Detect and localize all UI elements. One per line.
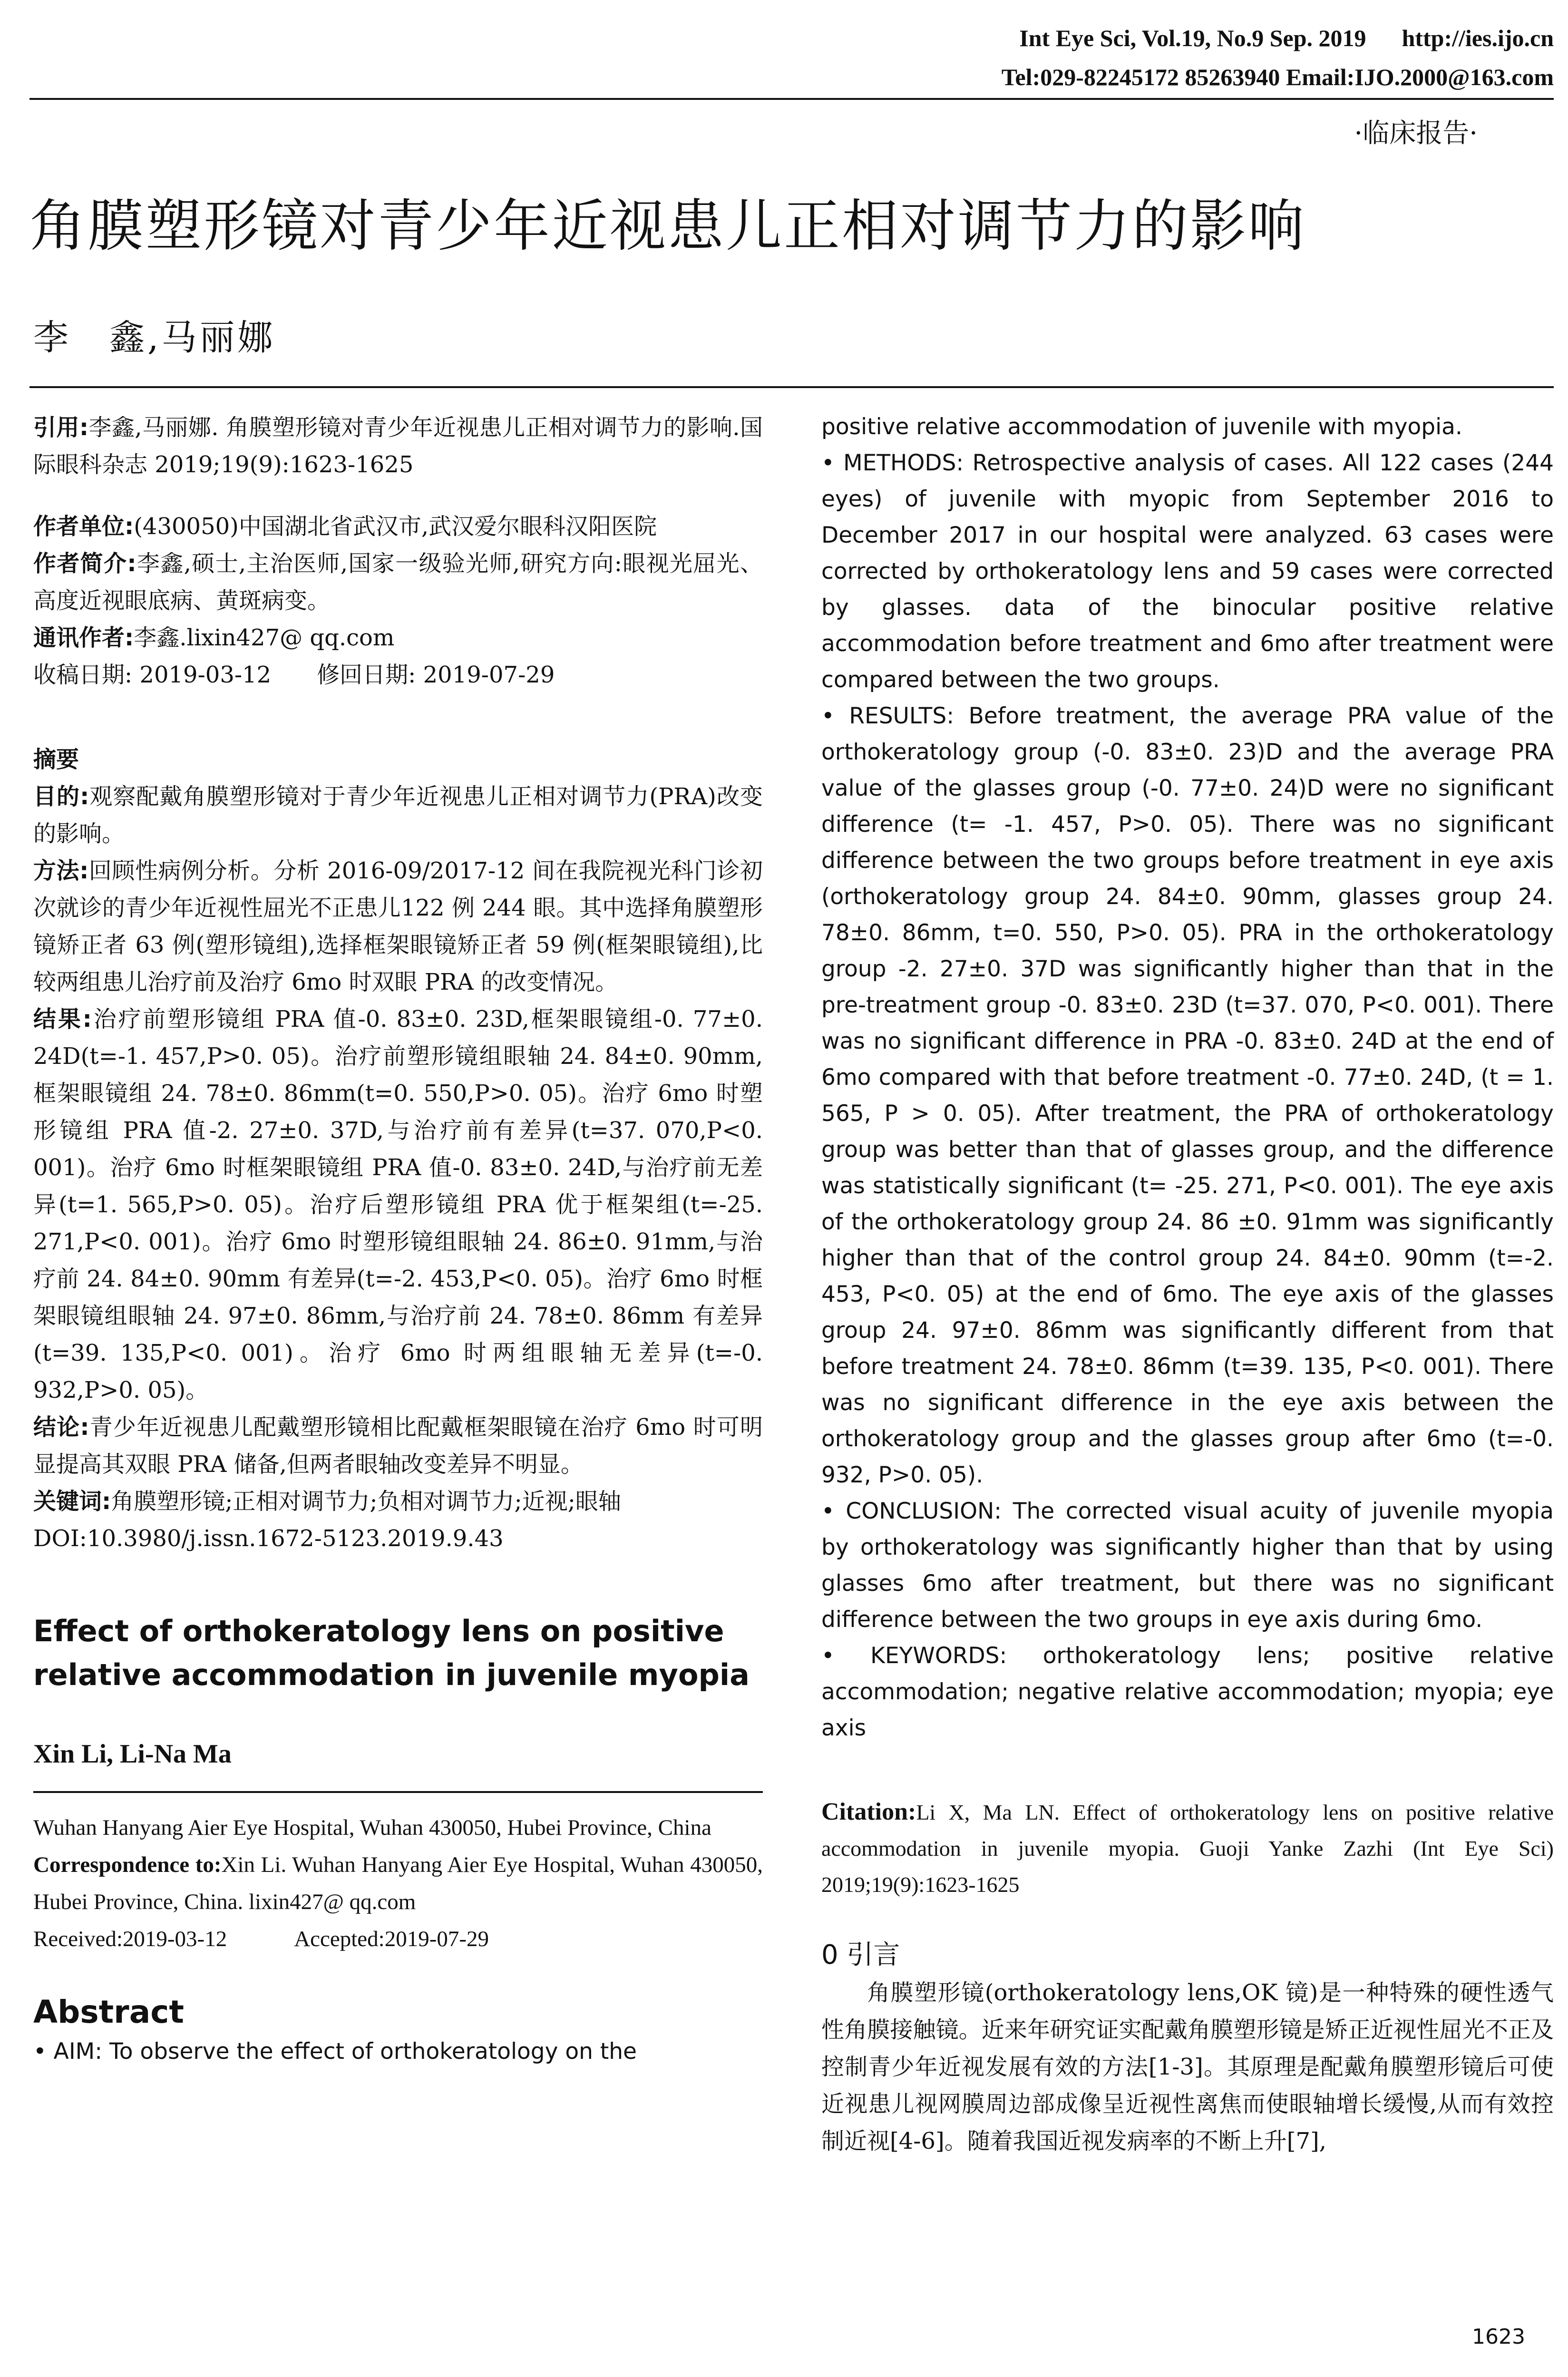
english-citation-text: Li X, Ma LN. Effect of orthokeratology lens on positive relative accommodation in juvenile myopia. Guoji Yanke Zazhi (Int Eye Sci) 2019;19(9):1623-1625: [821, 1800, 1554, 1897]
journal-url[interactable]: http://ies.ijo.cn: [1402, 25, 1554, 51]
header-divider: [29, 98, 1554, 100]
english-citation: [821, 1794, 1554, 1903]
methods-cn-text: 回顾性病例分析。分析 2016-09/2017-12 间在我院视光科门诊初次就诊的青少年近视性屈光不正患儿122 例 244 眼。其中选择角膜塑形镜矫正者 63 例(塑形镜组),选择框架眼镜矫正者 59 例(框架眼镜组),比较两组患儿治疗前及治疗 6mo 时双眼 PRA 的改变情况。: [33, 857, 763, 995]
abstract-cn-heading: 摘要: [33, 746, 79, 773]
english-citation-label: Citation:: [821, 1798, 916, 1825]
introduction-text: 角膜塑形镜(orthokeratology lens,OK 镜)是一种特殊的硬性透气性角膜接触镜。近来年研究证实配戴角膜塑形镜是矫正近视性屈光不正及控制青少年近视发展有效的方法[1-3]。其原理是配戴角膜塑形镜后可使近视患儿视网膜周边部成像呈近视性离焦而使眼轴增长缓慢,从而有效控制近视[4-6]。随着我国近视发病率的不断上升[7],: [821, 1979, 1554, 2154]
results-cn-text: 治疗前塑形镜组 PRA 值-0. 83±0. 23D,框架眼镜组-0. 77±0. 24D(t=-1. 457,P>0. 05)。治疗前塑形镜组眼轴 24. 84±0. 90mm,框架眼镜组 24. 78±0. 86mm(t=0. 550,P>0. 05)。治疗 6mo 时塑形镜组 PRA 值-2. 27±0. 37D,与治疗前有差异(t=37. 070,P<0. 001)。治疗 6mo 时框架眼镜组 PRA 值-0. 83±0. 24D,与治疗前无差异(t=1. 565,P>0. 05)。治疗后塑形镜组 PRA 优于框架组(t=-25. 271,P<0. 001)。治疗 6mo 时塑形镜组眼轴 24. 86±0. 91mm,与治疗前 24. 84±0. 90mm 有差异(t=-2. 453,P<0. 05)。治疗 6mo 时框架眼镜组眼轴 24. 97±0. 86mm,与治疗前 24. 78±0. 86mm 有差异(t=39. 135,P<0. 001)。治疗 6mo 时两组眼轴无差异(t=-0. 932,P>0. 05)。: [33, 1006, 763, 1403]
methods-en: • METHODS: Retrospective analysis of cases. All 122 cases (244 eyes) of juvenile with myopic from September 2016 to December 2017 in our hospital were analyzed. 63 cases were corrected by orthokeratology lens and 59 cases were corrected by glasses. data of the binocular positive relative accommodation before treatment and 6mo after treatment were compared between the two groups.: [821, 450, 1554, 693]
english-article-info: [33, 1809, 763, 1958]
conclusion-cn: [33, 1409, 763, 1483]
corresponding-author-label: 通讯作者:: [33, 624, 134, 651]
right-column: [821, 409, 1554, 2160]
aim-en-continued: positive relative accommodation of juvenile with myopia.: [821, 414, 1462, 440]
english-correspondence-label: Correspondence to:: [33, 1852, 222, 1877]
affiliation-text: (430050)中国湖北省武汉市,武汉爱尔眼科汉阳医院: [134, 513, 657, 540]
citation-cn: [33, 409, 763, 483]
abstract-en-start: [33, 2034, 763, 2070]
results-en: • RESULTS: Before treatment, the average PRA value of the orthokeratology group (-0. 83±0. 23)D and the average PRA value of the glasses group (-0. 77±0. 24)D were no significant difference (t= -1. 457, P>0. 05). There was no significant difference between the two groups before treatment in eye axis (orthokeratology group 24. 84±0. 90mm, glasses group 24. 78±0. 86mm, t=0. 550, P>0. 05). PRA in the orthokeratology group -2. 27±0. 37D was significantly higher than that in the pre-treatment group -0. 83±0. 23D (t=37. 070, P<0. 001). There was no significant difference in PRA -0. 83±0. 24D at the end of 6mo compared with that before treatment -0. 77±0. 24D, (t = 1. 565, P > 0. 05). After treatment, the PRA of orthokeratology group was better than that of glasses group, and the difference was statistically significant (t= -25. 271, P<0. 001). The eye axis of the orthokeratology group 24. 86 ±0. 91mm was significantly higher than that of the control group 24. 84±0. 90mm (t=-2. 453, P<0. 05) at the end of 6mo. The eye axis of the glasses group 24. 97±0. 86mm was significantly different from that before treatment 24. 78±0. 86mm (t=39. 135, P<0. 001). There was no significant difference in the eye axis between the orthokeratology group and the glasses group after 6mo (t=-0. 932, P>0. 05).: [821, 703, 1554, 1488]
affiliation-label: 作者单位:: [33, 513, 134, 540]
citation-cn-text: 李鑫,马丽娜. 角膜塑形镜对青少年近视患儿正相对调节力的影响.国际眼科杂志 2019;19(9):1623-1625: [33, 414, 763, 478]
keywords-cn: [33, 1483, 763, 1520]
aim-cn-label: 目的:: [33, 783, 89, 810]
english-authors: Xin Li, Li-Na Ma: [33, 1739, 232, 1769]
author-bio-label: 作者简介:: [33, 550, 136, 577]
left-column: [33, 409, 763, 2070]
keywords-cn-label: 关键词:: [33, 1488, 111, 1515]
aim-cn: [33, 778, 763, 852]
keywords-cn-text: 角膜塑形镜;正相对调节力;负相对调节力;近视;眼轴: [111, 1488, 621, 1515]
journal-citation: Int Eye Sci, Vol.19, No.9 Sep. 2019: [1019, 25, 1366, 51]
conclusion-cn-label: 结论:: [33, 1414, 89, 1441]
english-correspondence: [33, 1846, 763, 1920]
conclusion-cn-text: 青少年近视患儿配戴塑形镜相比配戴框架眼镜在治疗 6mo 时可明显提高其双眼 PRA 储备,但两者眼轴改变差异不明显。: [33, 1414, 763, 1478]
author-bio-text: 李鑫,硕士,主治医师,国家一级验光师,研究方向:眼视光屈光、高度近视眼底病、黄斑病变。: [33, 550, 763, 614]
abstract-en-heading: Abstract: [33, 1994, 184, 2030]
results-cn: [33, 1001, 763, 1409]
doi[interactable]: DOI:10.3980/j.issn.1672-5123.2019.9.43: [33, 1525, 504, 1552]
english-authors-divider: [33, 1791, 763, 1793]
english-correspondence-text[interactable]: Xin Li. Wuhan Hanyang Aier Eye Hospital, Wuhan 430050, Hubei Province, China. lixin427@ qq.com: [33, 1852, 763, 1914]
section-tag: ·临床报告·: [1354, 118, 1478, 149]
title-divider: [29, 386, 1554, 388]
corresponding-author: [33, 619, 763, 656]
paper-title: 角膜塑形镜对青少年近视患儿正相对调节力的影响: [29, 193, 1306, 259]
conclusion-en: • CONCLUSION: The corrected visual acuity of juvenile myopia by orthokeratology was significantly higher than that by using glasses 6mo after treatment, but there was no significant difference between the two groups in eye axis during 6mo.: [821, 1498, 1554, 1633]
received-dates: 收稿日期: 2019-03-12 修回日期: 2019-07-29: [33, 662, 555, 688]
methods-cn: [33, 852, 763, 1001]
introduction-heading: 0 引言: [821, 1939, 900, 1970]
english-affiliation: Wuhan Hanyang Aier Eye Hospital, Wuhan 430050, Hubei Province, China: [33, 1815, 711, 1840]
aim-cn-text: 观察配戴角膜塑形镜对于青少年近视患儿正相对调节力(PRA)改变的影响。: [33, 783, 763, 847]
results-cn-label: 结果:: [33, 1006, 92, 1033]
citation-cn-label: 引用:: [33, 414, 89, 441]
methods-cn-label: 方法:: [33, 857, 89, 884]
abstract-en-body: [821, 409, 1554, 1746]
affiliation: [33, 508, 763, 545]
journal-header-line: [1019, 23, 1554, 53]
paper-authors: 李 鑫,马丽娜: [33, 317, 276, 358]
english-dates: Received:2019-03-12 Accepted:2019-07-29: [33, 1927, 489, 1951]
article-info: [33, 409, 763, 1557]
english-title: Effect of orthokeratology lens on positive relative accommodation in juvenile myopia: [33, 1614, 750, 1692]
aim-en: • AIM: To observe the effect of orthokeratology on the: [33, 2038, 637, 2065]
keywords-en: • KEYWORDS: orthokeratology lens; positive relative accommodation; negative relative accommodation; myopia; eye axis: [821, 1643, 1554, 1741]
author-bio: [33, 545, 763, 619]
introduction-body: [821, 1974, 1554, 2160]
corresponding-author-text[interactable]: 李鑫.lixin427@ qq.com: [134, 624, 395, 651]
page-number: 1623: [1472, 2325, 1525, 2349]
journal-contact-line: Tel:029-82245172 85263940 Email:IJO.2000@163.com: [1001, 64, 1554, 90]
